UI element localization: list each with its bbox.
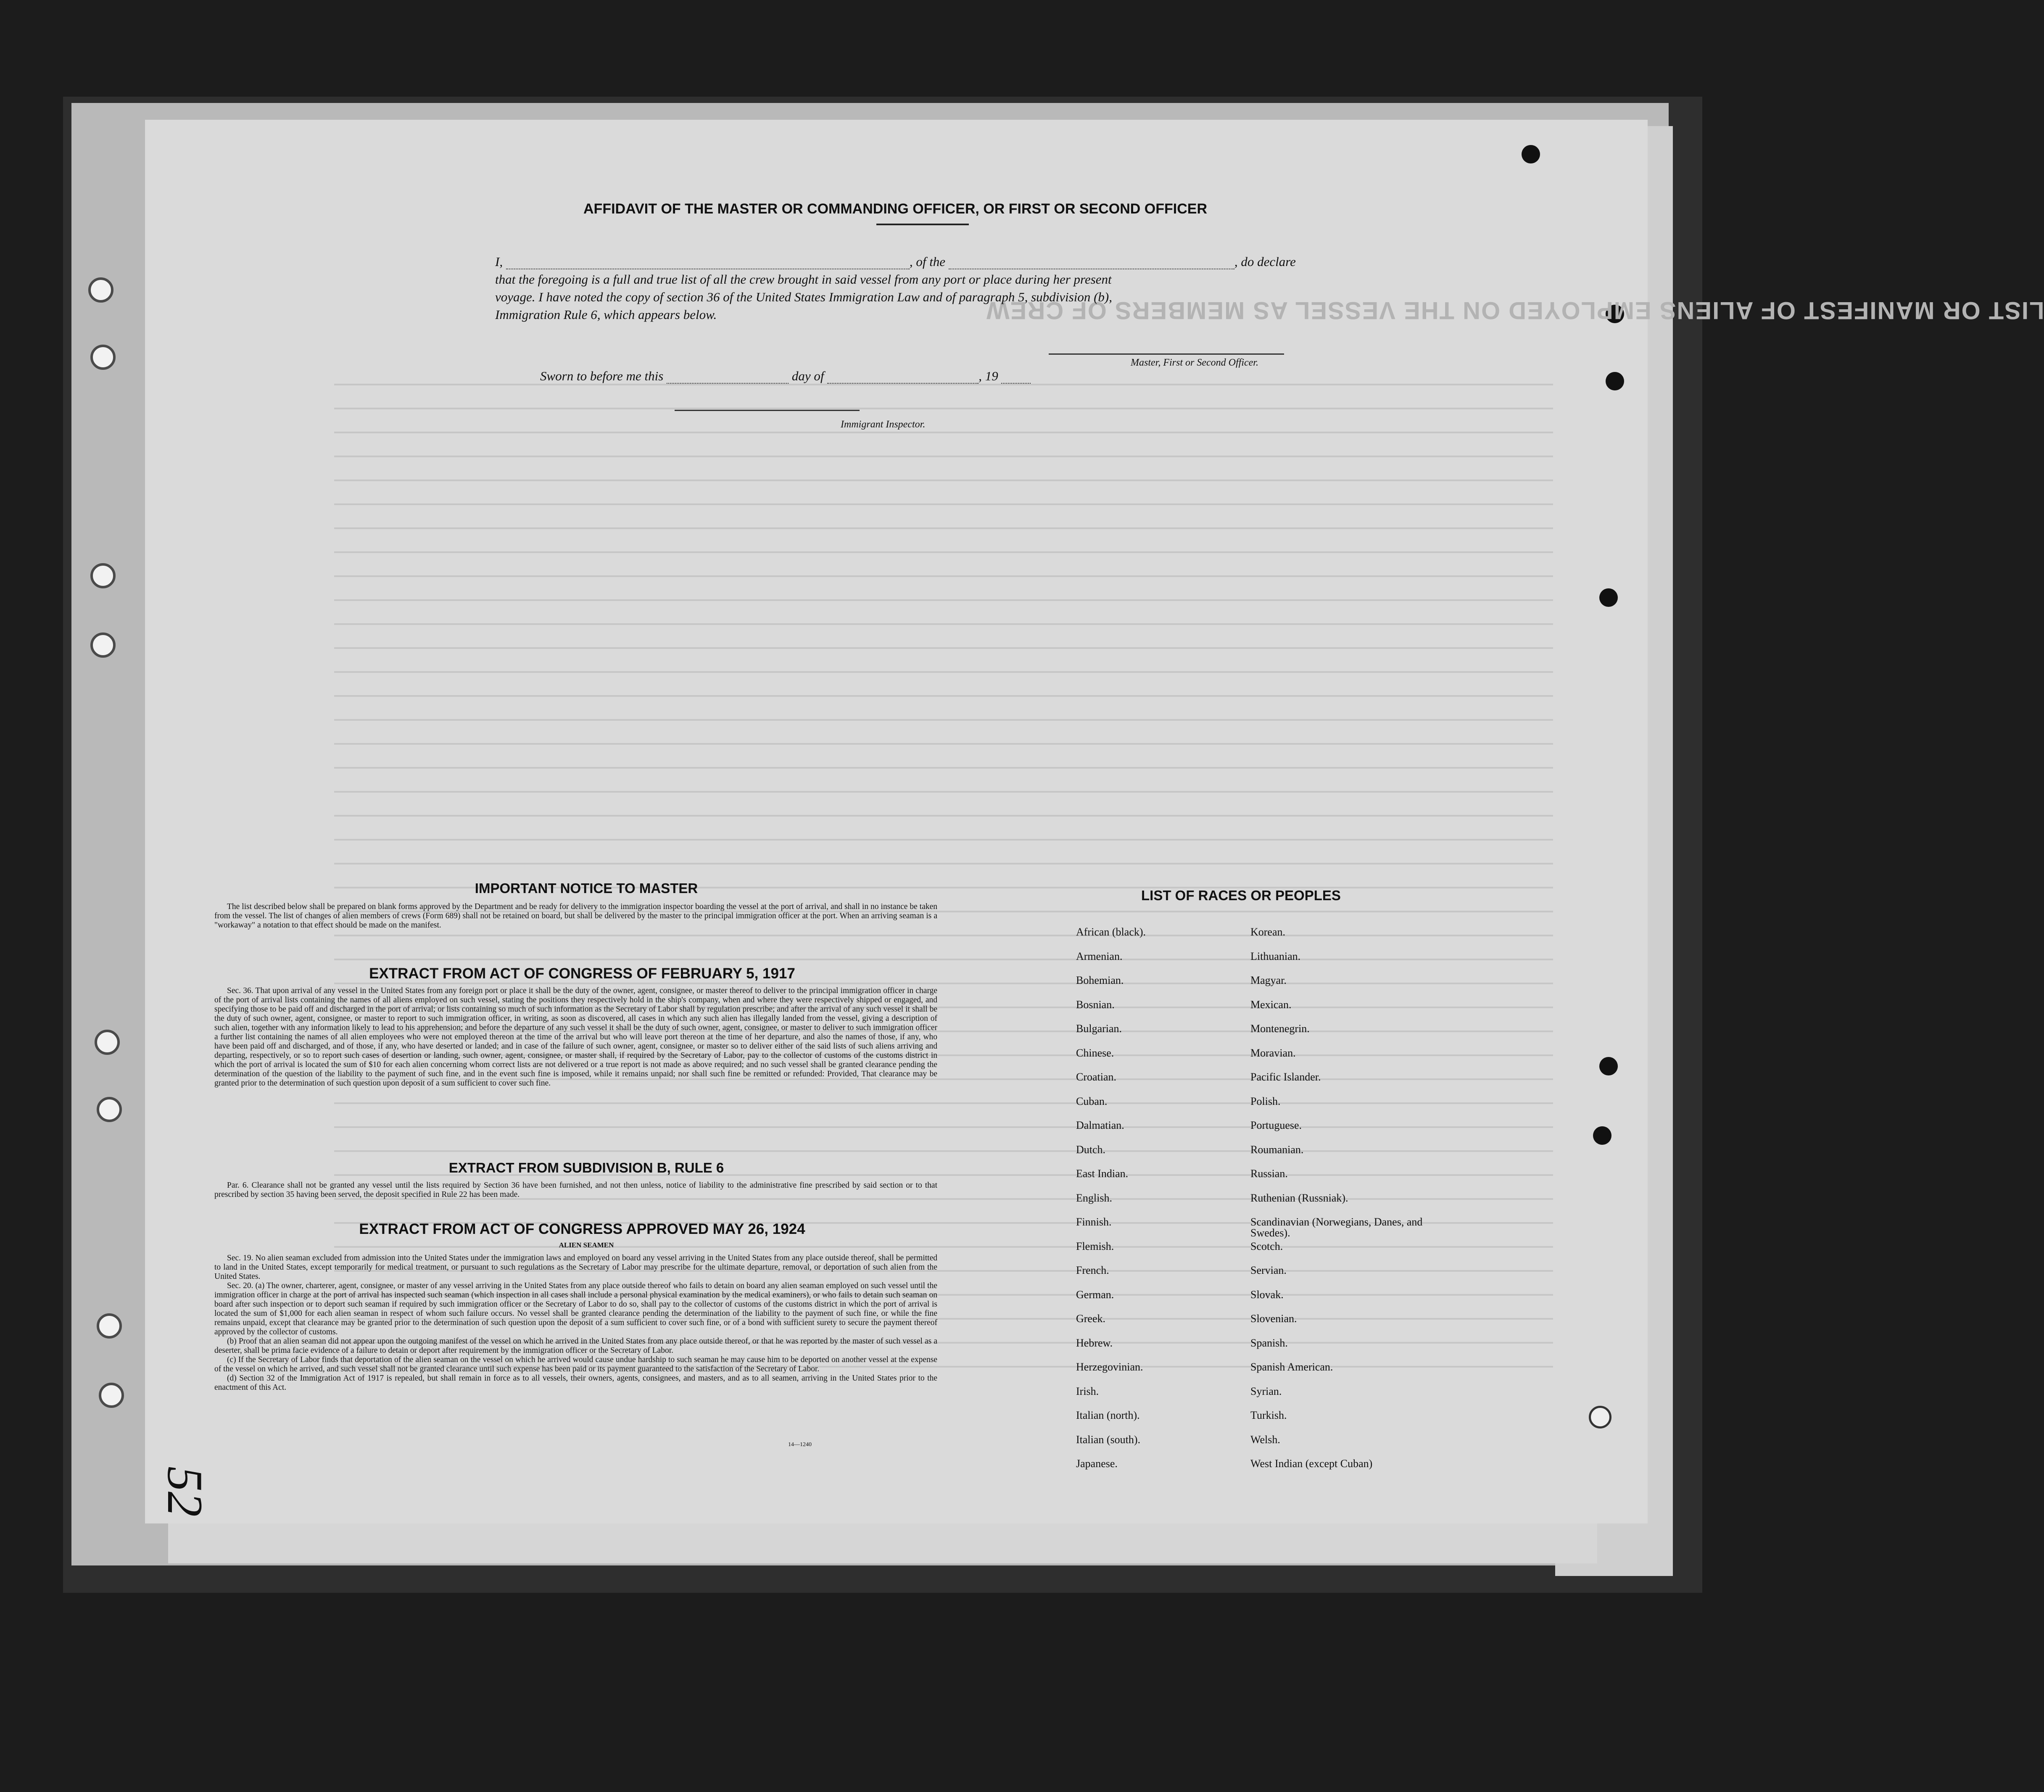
act-1917-text [214,986,937,1088]
race-item: Italian (south). [1076,1433,1141,1446]
race-item: Roumanian. [1250,1143,1304,1156]
bleed-through-title: LIST OR MANIFEST OF ALIENS EMPLOYED ON THE VESSEL AS MEMBERS OF CREW [986,297,2044,324]
race-item: Hebrew. [1076,1336,1113,1349]
notice-paragraph: The list described below shall be prepared on blank forms approved by the Department and be ready for delivery to the immigration inspector boarding the vessel at the port of arrival, and shall in no instance be taken from the vessel. The list of changes of alien members of crews (Form 689) shall not be retained on board, but shall be delivered by the master to the principal immigration officer at the port. When an arriving seaman is a "workaway" a notation to that effect should be made on the manifest. [214,902,937,930]
race-item: Cuban. [1076,1095,1108,1107]
year-blank[interactable] [1001,383,1031,384]
race-item: Irish. [1076,1385,1099,1397]
race-item: Montenegrin. [1250,1022,1310,1035]
race-item: French. [1076,1264,1109,1276]
race-item: German. [1076,1288,1114,1301]
punch-hole [88,277,113,303]
rule-6-title: EXTRACT FROM SUBDIVISION B, RULE 6 [448,1160,724,1175]
affidavit-line-2: that the foregoing is a full and true list of all the crew brought in said vessel from any port or place during her present [495,272,1112,287]
race-item: East Indian. [1076,1167,1129,1180]
handwritten-mark: 52 [157,1466,213,1517]
race-item: Mexican. [1250,998,1292,1011]
punch-hole [90,345,116,370]
act-1924-paragraph: (d) Section 32 of the Immigration Act of 1917 is repealed, but shall remain in force as to all vessels, their owners, agents, consignees, and masters, and as to all seamen, arriving in the United States prior to the enactment of this Act. [214,1374,937,1392]
race-item: Herzegovinian. [1076,1361,1143,1373]
race-item: Ruthenian (Russniak). [1250,1191,1348,1204]
rule-6-paragraph: Par. 6. Clearance shall not be granted any vessel until the lists required by Section 36 have been furnished, and not then unless, notice of liability to the administrative fine prescribed by said section or to that prescribed by section 35 having been served, the deposit specified in Rule 22 has been made. [214,1181,937,1199]
punch-hole [1589,1406,1611,1428]
race-item: Russian. [1250,1167,1288,1180]
affidavit-title: AFFIDAVIT OF THE MASTER OR COMMANDING OFFICER, OR FIRST OR SECOND OFFICER [583,201,1207,217]
race-item: Finnish. [1076,1216,1112,1228]
punch-hole [1599,1057,1618,1075]
race-item: Lithuanian. [1250,950,1301,962]
affidavit-of: , of the [909,254,946,269]
race-item: Bulgarian. [1076,1022,1122,1035]
affidavit-line-3: voyage. I have noted the copy of section 36 of the United States Immigration Law and of paragraph 5, subdivision (b), [495,290,1112,304]
races-left-column [1076,927,1146,1483]
race-item: Scandinavian (Norwegians, Danes, and Swedes). [1250,1216,1423,1239]
race-item: Scotch. [1250,1240,1283,1252]
notice-text [214,902,937,930]
rule-6-text [214,1181,937,1199]
races-right-column [1250,927,1427,1483]
race-item: Flemish. [1076,1240,1114,1252]
race-item: English. [1076,1191,1112,1204]
race-item: West Indian (except Cuban) [1250,1457,1373,1470]
race-item: Japanese. [1076,1457,1118,1470]
races-title: LIST OF RACES OR PEOPLES [1141,888,1341,903]
race-item: Italian (north). [1076,1409,1140,1421]
race-item: Slovak. [1250,1288,1284,1301]
punch-hole [1606,372,1624,390]
punch-hole [97,1313,122,1339]
title-rule [876,224,969,225]
act-1924-paragraph: (b) Proof that an alien seaman did not appear upon the outgoing manifest of the vessel on which he arrived in the United States from any place outside thereof, or that he was reported by the master of such vessel as a deserter, shall be prima facie evidence of a failure to detain or deport after requirement by the immigration officer or the Secretary of Labor. [214,1337,937,1355]
race-item: Korean. [1250,926,1286,938]
race-item: Greek. [1076,1312,1106,1325]
race-item: Moravian. [1250,1046,1296,1059]
punch-hole [1593,1126,1611,1145]
race-item: Dalmatian. [1076,1119,1124,1131]
race-item: Syrian. [1250,1385,1282,1397]
race-item: Slovenian. [1250,1312,1297,1325]
document-page [145,120,2044,1523]
master-signature-line[interactable] [1049,353,1284,355]
act-1917-title: EXTRACT FROM ACT OF CONGRESS OF FEBRUARY 5, 1917 [369,965,795,982]
race-item: Bosnian. [1076,998,1115,1011]
punch-hole [1599,588,1618,607]
punch-hole [95,1030,120,1055]
race-item: Welsh. [1250,1433,1280,1446]
race-item: Portuguese. [1250,1119,1302,1131]
act-1924-title: EXTRACT FROM ACT OF CONGRESS APPROVED MAY 26, 1924 [359,1221,805,1237]
sworn-text: Sworn to before me this [540,369,664,383]
punch-hole [1522,145,1540,163]
affidavit-declare: , do declare [1234,254,1296,269]
act-1917-paragraph: Sec. 36. That upon arrival of any vessel in the United States from any foreign port or place it shall be the duty of the owner, agent, consignee, or master thereof to deliver to the principal immigration officer in charge of the port of arrival lists containing the names of all aliens employed on such vessel, stating the positions they respectively hold in the ship's company, when and where they were respectively shipped or engaged, and specifying those to be paid off and discharged in the port of arrival; or lists containing so much of such information as the Secretary of Labor shall by regulation prescribe; and after the arrival of any such vessel it shall be the duty of such owner, agent, consignee, or master to report to such immigration officer, in writing, as soon as discovered, all cases in which any such alien has illegally landed from the vessel, giving a description of such alien, together with any information likely to lead to his apprehension; and before the departure of any such vessel it shall be the duty of such owner, agent, consignee, or master to deliver to such immigration officer a further list containing the names of all alien employees who were not employed thereon at the time of the arrival but who will leave port thereon at the time of her departure, and also the names of those, if any, who have been paid off and discharged, and of those, if any, who have deserted or landed; and in case of the failure of such owner, agent, consignee, or master so to deliver either of the said lists of such aliens arriving and departing, respectively, or so to report such cases of desertion or landing, such owner, agent, consignee, or master shall, if required by the Secretary of Labor, pay to the collector of customs of the customs district in which the port of arrival is located the sum of $10 for each alien concerning whom correct lists are not delivered or a true report is not made as above required; and no such vessel shall be granted clearance pending the determination of the question of the liability to the payment of such fine, and in the event such fine is imposed, while it remains unpaid; nor shall such fine be remitted or refunded: Provided, That clearance may be granted prior to the determination of such question upon deposit of a sum sufficient to cover such fine. [214,986,937,1088]
race-item: Pacific Islander. [1250,1071,1321,1083]
race-item: Spanish. [1250,1336,1288,1349]
act-1924-paragraph: Sec. 19. No alien seaman excluded from admission into the United States under the immigration laws and employed on board any vessel arriving in the United States from any place outside thereof, shall be permitted to land in the United States, except temporarily for medical treatment, or pursuant to such regulations as the Secretary of Labor may prescribe for the ultimate departure, removal, or deportation of such alien from the United States. [214,1254,937,1281]
race-item: Servian. [1250,1264,1287,1276]
affidavit-line-1 [495,254,1336,269]
sworn-line [540,369,1381,384]
inspector-caption: Immigrant Inspector. [841,419,926,430]
race-item: Turkish. [1250,1409,1287,1421]
alien-seamen-subtitle: ALIEN SEAMEN [559,1241,614,1249]
punch-hole [99,1383,124,1408]
punch-hole [90,563,116,588]
act-1924-paragraph: Sec. 20. (a) The owner, charterer, agent, consignee, or master of any vessel arriving in the United States from any place outside thereof who fails to detain on board any alien seaman employed on such vessel until the immigration officer in charge at the port of arrival has inspected such seaman (which inspection in all cases shall include a personal physical examination by the medical examiners), or who fails to detain such seaman on board after such inspection or to deport such seaman if required by such immigration officer or the Secretary of Labor to do so, shall pay to the collector of customs of the customs district in which the port of arrival is located the sum of $1,000 for each alien seaman in respect of whom such failure occurs. No vessel shall be granted clearance pending the determination of the liability to the payment of such fine, or while the fine remains unpaid, except that clearance may be granted prior to the determination of such question upon the deposit of a sum sufficient to cover such fine, or of a bond with sufficient surety to secure the payment thereof approved by the collector of customs. [214,1281,937,1336]
affidavit-line-4: Immigration Rule 6, which appears below. [495,307,717,322]
race-item: Spanish American. [1250,1361,1333,1373]
race-item: African (black). [1076,926,1146,938]
month-blank[interactable] [827,383,978,384]
act-1924-text [214,1254,937,1392]
inspector-signature-line[interactable] [675,410,860,411]
punch-hole [97,1097,122,1122]
race-item: Magyar. [1250,974,1287,986]
form-number: 14—1240 [788,1442,812,1448]
race-item: Croatian. [1076,1071,1117,1083]
year-text: , 19 [978,369,998,383]
day-of-text: day of [791,369,824,383]
race-item: Armenian. [1076,950,1123,962]
affidavit-i: I, [495,254,503,269]
race-item: Chinese. [1076,1046,1114,1059]
master-caption: Master, First or Second Officer. [1131,357,1258,368]
notice-title: IMPORTANT NOTICE TO MASTER [475,880,698,896]
act-1924-paragraph: (c) If the Secretary of Labor finds that deportation of the alien seaman on the vessel on which he arrived would cause undue hardship to such seaman he may cause him to be deported on another vessel at the expense of the vessel on which he arrived, and such vessel shall not be granted clearance until such expense has been paid or its payment guaranteed to the satisfaction of the Secretary of Labor. [214,1355,937,1373]
race-item: Dutch. [1076,1143,1106,1156]
day-blank[interactable] [667,383,789,384]
race-item: Polish. [1250,1095,1281,1107]
punch-hole [90,632,116,658]
race-item: Bohemian. [1076,974,1124,986]
